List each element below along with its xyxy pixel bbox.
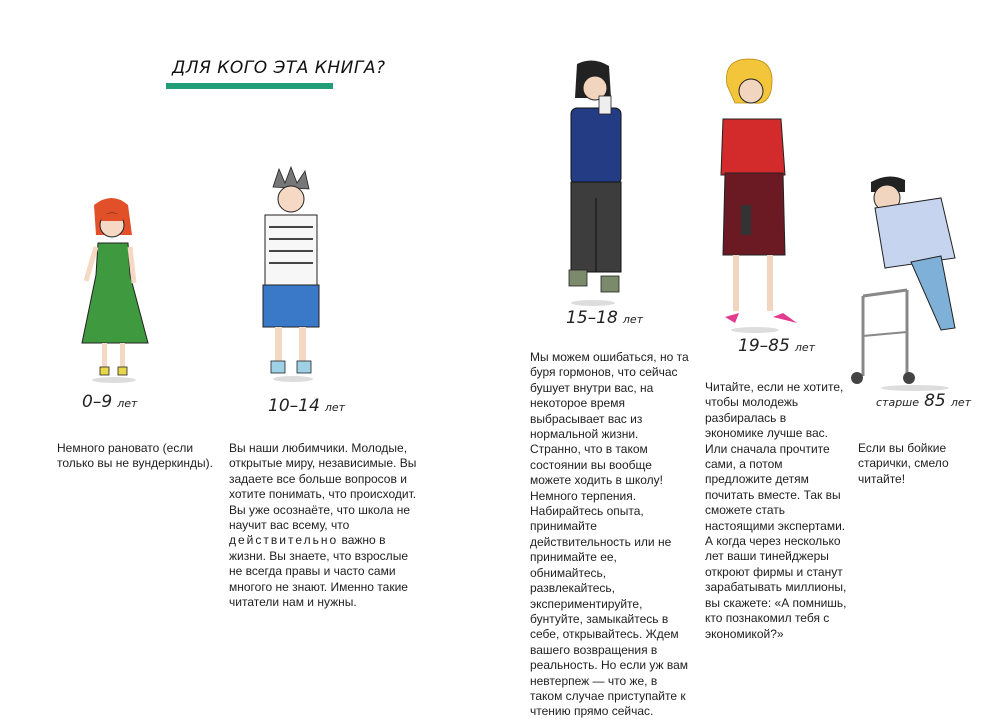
age-label-19-85 xyxy=(738,336,815,356)
text-15-18: Мы можем ошибаться, но та буря гормонов, что сейчас бушует внутри вас, на некоторое время выбрасывает вас из нормальной жизни. Странно, что в таком состоянии вы вообще можете ходить в школу! Немного терпения. Набирайтесь опыта, принимайте действительность или не принимайте ее, обнимайтесь, развлекайтесь, экспериментируйте, бунтуйте, замыкайтесь в себе, открывайтесь. Ждем вашего возвращения в реальность. Но если уж вам невтерпеж — что же, в таком случае приступайте к чтению прямо сейчас. xyxy=(530,350,689,719)
age-prefix: старше xyxy=(876,396,920,409)
text-10-14-part1: Вы наши любимчики. Молодые, открытые миру, независимые. Вы задаете все больше вопросов и хотите понимать, что происходит. Вы уже осознаёте, что школа не научит вас всему, что xyxy=(229,441,417,533)
text-0-9: Немного рановато (если только вы не вундеркинды). xyxy=(57,441,214,471)
child-girl-illustration xyxy=(72,195,162,385)
age-number: 19–85 xyxy=(738,336,790,356)
age-unit: лет xyxy=(794,341,816,354)
age-number: 10–14 xyxy=(268,396,320,416)
age-unit: лет xyxy=(950,396,972,409)
age-label-85-plus xyxy=(876,391,971,411)
age-number: 85 xyxy=(924,391,946,411)
age-label-0-9 xyxy=(82,392,137,412)
boy-illustration xyxy=(253,165,333,385)
age-unit: лет xyxy=(622,313,644,326)
age-number: 0–9 xyxy=(82,392,113,412)
text-10-14-part2: важно в жизни. Вы знаете, что взрослые не всегда правы и часто сами многого не знают. Именно такие читатели нам и нужны. xyxy=(229,533,408,610)
title-underline xyxy=(166,83,333,89)
age-label-10-14 xyxy=(268,396,345,416)
teen-illustration xyxy=(553,58,633,308)
text-85-plus: Если вы бойкие старички, смело читайте! xyxy=(858,441,949,486)
elderly-man-illustration xyxy=(845,168,975,393)
text-10-14-emphasis: действительно xyxy=(229,533,339,548)
age-unit: лет xyxy=(117,397,138,410)
page-title: ДЛЯ КОГО ЭТА КНИГА? xyxy=(172,58,386,78)
age-unit: лет xyxy=(324,401,346,414)
woman-illustration xyxy=(705,55,805,335)
age-number: 15–18 xyxy=(566,308,618,328)
text-19-85: Читайте, если не хотите, чтобы молодежь разбиралась в экономике лучше вас. Или сначала прочтите сами, а потом предложите детям почитать вместе. Так вы сможете стать настоящими экспертами. А когда через несколько лет ваши тинейджеры откроют фирмы и станут зарабатывать миллионы, вы скажете: «А помнишь, кто познакомил тебя с экономикой?» xyxy=(705,380,847,641)
text-10-14 xyxy=(229,441,421,610)
age-label-15-18 xyxy=(566,308,643,328)
